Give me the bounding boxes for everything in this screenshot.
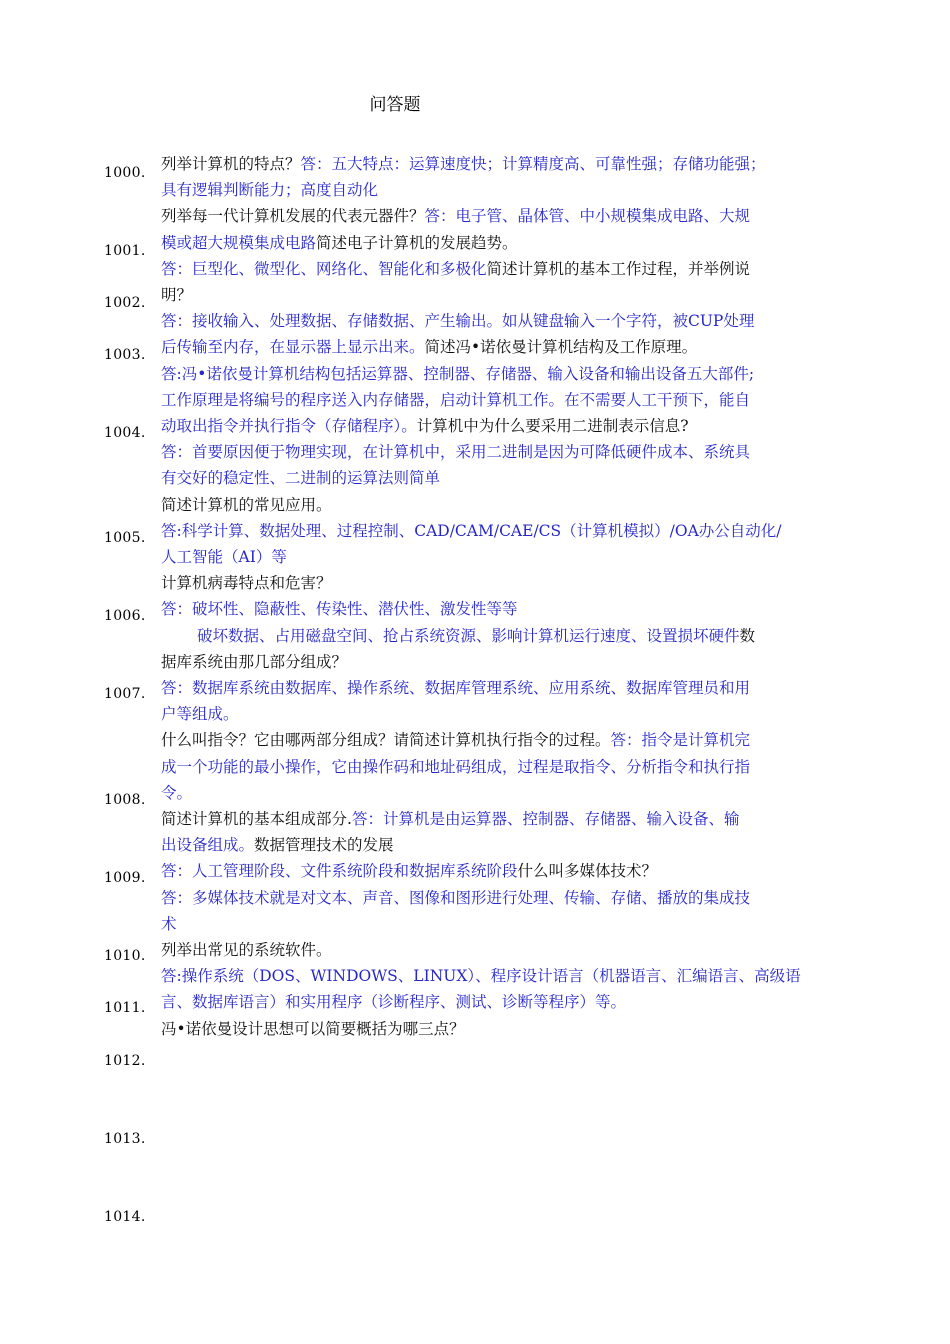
answer-text: 成一个功能的最小操作，它由操作码和地址码组成，过程是取指令、分析指令和执行指	[161, 757, 751, 776]
answer-text: 答：巨型化、微型化、网络化、智能化和多极化	[161, 259, 487, 278]
text-line	[161, 702, 239, 724]
answer-text: 具有逻辑判断能力；高度自动化	[161, 181, 379, 200]
question-text: 据库系统由那几部分组成？	[161, 652, 348, 671]
text-line	[161, 938, 332, 960]
question-text: 列举每一代计算机发展的代表元器件？	[161, 207, 425, 226]
question-text: 计算机中为什么要采用二进制表示信息?	[416, 417, 689, 435]
answer-text: 答：人工管理阶段、文件系统阶段和数据库系统阶段	[161, 862, 518, 881]
question-number: 1008.	[104, 792, 146, 808]
text-line	[161, 571, 332, 593]
text-line	[161, 414, 689, 436]
question-number: 1014.	[104, 1209, 146, 1225]
text-line	[197, 624, 755, 646]
text-line	[161, 335, 697, 357]
text-line	[161, 755, 750, 777]
question-text: 列举计算机的特点？	[161, 155, 301, 173]
text-line	[161, 152, 766, 174]
question-text: 什么叫多媒体技术？	[517, 862, 658, 881]
text-line	[161, 650, 347, 672]
page-title: 问答题	[369, 95, 421, 115]
answer-text: 答：多媒体技术就是对文本、声音、图像和图形进行处理、传输、存储、播放的集成技	[161, 888, 751, 907]
text-line	[161, 388, 750, 410]
question-text: 数	[739, 626, 756, 645]
answer-text: 答:科学计算、数据处理、过程控制、CAD/CAM/CAE/CS（计算机模拟）/OA办公自动化/	[161, 521, 782, 540]
answer-text: 破坏数据、占用磁盘空间、抢占系统资源、影响计算机运行速度、设置损坏硬件	[197, 626, 740, 645]
question-text: 计算机病毒特点和危害？	[161, 574, 332, 593]
text-line	[161, 178, 378, 200]
question-text: 简述计算机的基本工作过程，并举例说	[486, 259, 751, 278]
answer-text: 令。	[161, 783, 193, 802]
text-line	[161, 990, 626, 1012]
answer-text: 答：五大特点：运算速度快；计算精度高、可靠性强；存储功能强；	[300, 155, 766, 173]
answer-text: 动取出指令并执行指令（存储程序）。	[161, 417, 417, 435]
answer-text: 户等组成。	[161, 705, 239, 724]
text-line	[161, 440, 750, 462]
answer-text: 答：破坏性、隐蔽性、传染性、潜伏性、激发性等等	[161, 600, 518, 619]
text-line	[161, 493, 332, 515]
question-number: 1010.	[104, 948, 146, 964]
text-line	[161, 519, 782, 541]
question-number: 1001.	[104, 243, 146, 259]
text-line	[161, 309, 754, 331]
text-line	[161, 886, 750, 908]
question-text: 数据管理技术的发展	[254, 836, 394, 855]
answer-text: 后传输至内存，在显示器上显示出来。	[161, 338, 425, 357]
answer-text: 出设备组成。	[161, 836, 255, 855]
text-line	[161, 807, 739, 829]
question-number: 1003.	[104, 347, 146, 363]
text-line	[161, 859, 657, 881]
text-line	[161, 257, 750, 279]
question-text: 简述冯•诺依曼计算机结构及工作原理。	[424, 338, 698, 357]
question-text: 简述计算机的常见应用。	[161, 495, 332, 514]
text-line	[161, 597, 518, 619]
question-number: 1004.	[104, 425, 146, 441]
question-text: 冯•诺依曼设计思想可以简要概括为哪三点？	[161, 1019, 465, 1038]
text-line	[161, 283, 192, 305]
answer-text: 答：指令是计算机完	[610, 731, 751, 750]
answer-text: 答：数据库系统由数据库、操作系统、数据库管理系统、应用系统、数据库管理员和用	[161, 679, 751, 697]
text-line	[161, 728, 750, 750]
answer-text: 人工智能（AI）等	[161, 548, 287, 566]
text-line	[161, 1017, 465, 1039]
answer-text: 答：电子管、晶体管、中小规模集成电路、大规	[424, 207, 751, 226]
question-number: 1012.	[104, 1053, 146, 1069]
question-number: 1009.	[104, 870, 146, 886]
text-line	[161, 545, 287, 567]
question-text: 简述电子计算机的发展趋势。	[316, 233, 518, 252]
text-line	[161, 833, 394, 855]
question-text: 列举出常见的系统软件。	[161, 941, 332, 959]
question-number: 1002.	[104, 295, 146, 311]
question-number: 1011.	[104, 1000, 146, 1016]
answer-text: 答:操作系统（DOS、WINDOWS、LINUX）、程序设计语言（机器语言、汇编语言、高级语	[161, 967, 801, 986]
question-number: 1000.	[104, 165, 146, 181]
answer-text: 有交好的稳定性、二进制的运算法则简单	[161, 469, 441, 488]
question-number: 1006.	[104, 608, 146, 624]
question-text: 简述计算机的基本组成部分.	[161, 810, 352, 828]
text-line	[161, 204, 750, 226]
text-line	[161, 676, 750, 698]
text-line	[161, 466, 440, 488]
text-line	[161, 964, 801, 986]
answer-text: 工作原理是将编号的程序送入内存储器，启动计算机工作。在不需要人工干预下，能自	[161, 390, 751, 409]
question-number: 1007.	[104, 686, 146, 702]
text-line	[161, 912, 177, 934]
answer-text: 答：计算机是由运算器、控制器、存储器、输入设备、输	[351, 810, 740, 828]
question-number: 1005.	[104, 530, 146, 546]
answer-text: 答：首要原因便于物理实现，在计算机中，采用二进制是因为可降低硬件成本、系统具	[161, 443, 751, 462]
text-line	[161, 362, 754, 384]
question-text: 明？	[161, 286, 193, 304]
answer-text: 答：接收输入、处理数据、存储数据、产生输出。如从键盘输入一个字符，被CUP处理	[161, 312, 755, 331]
answer-text: 模或超大规模集成电路	[161, 233, 317, 252]
question-text: 什么叫指令？它由哪两部分组成？请简述计算机执行指令的过程。	[161, 731, 611, 750]
text-line	[161, 781, 192, 803]
answer-text: 术	[161, 914, 177, 933]
answer-text: 言、数据库语言）和实用程序（诊断程序、测试、诊断等程序）等。	[161, 993, 627, 1012]
text-line	[161, 231, 518, 253]
question-number: 1013.	[104, 1131, 146, 1147]
answer-text: 答:冯•诺依曼计算机结构包括运算器、控制器、存储器、输入设备和输出设备五大部件;	[161, 364, 755, 383]
